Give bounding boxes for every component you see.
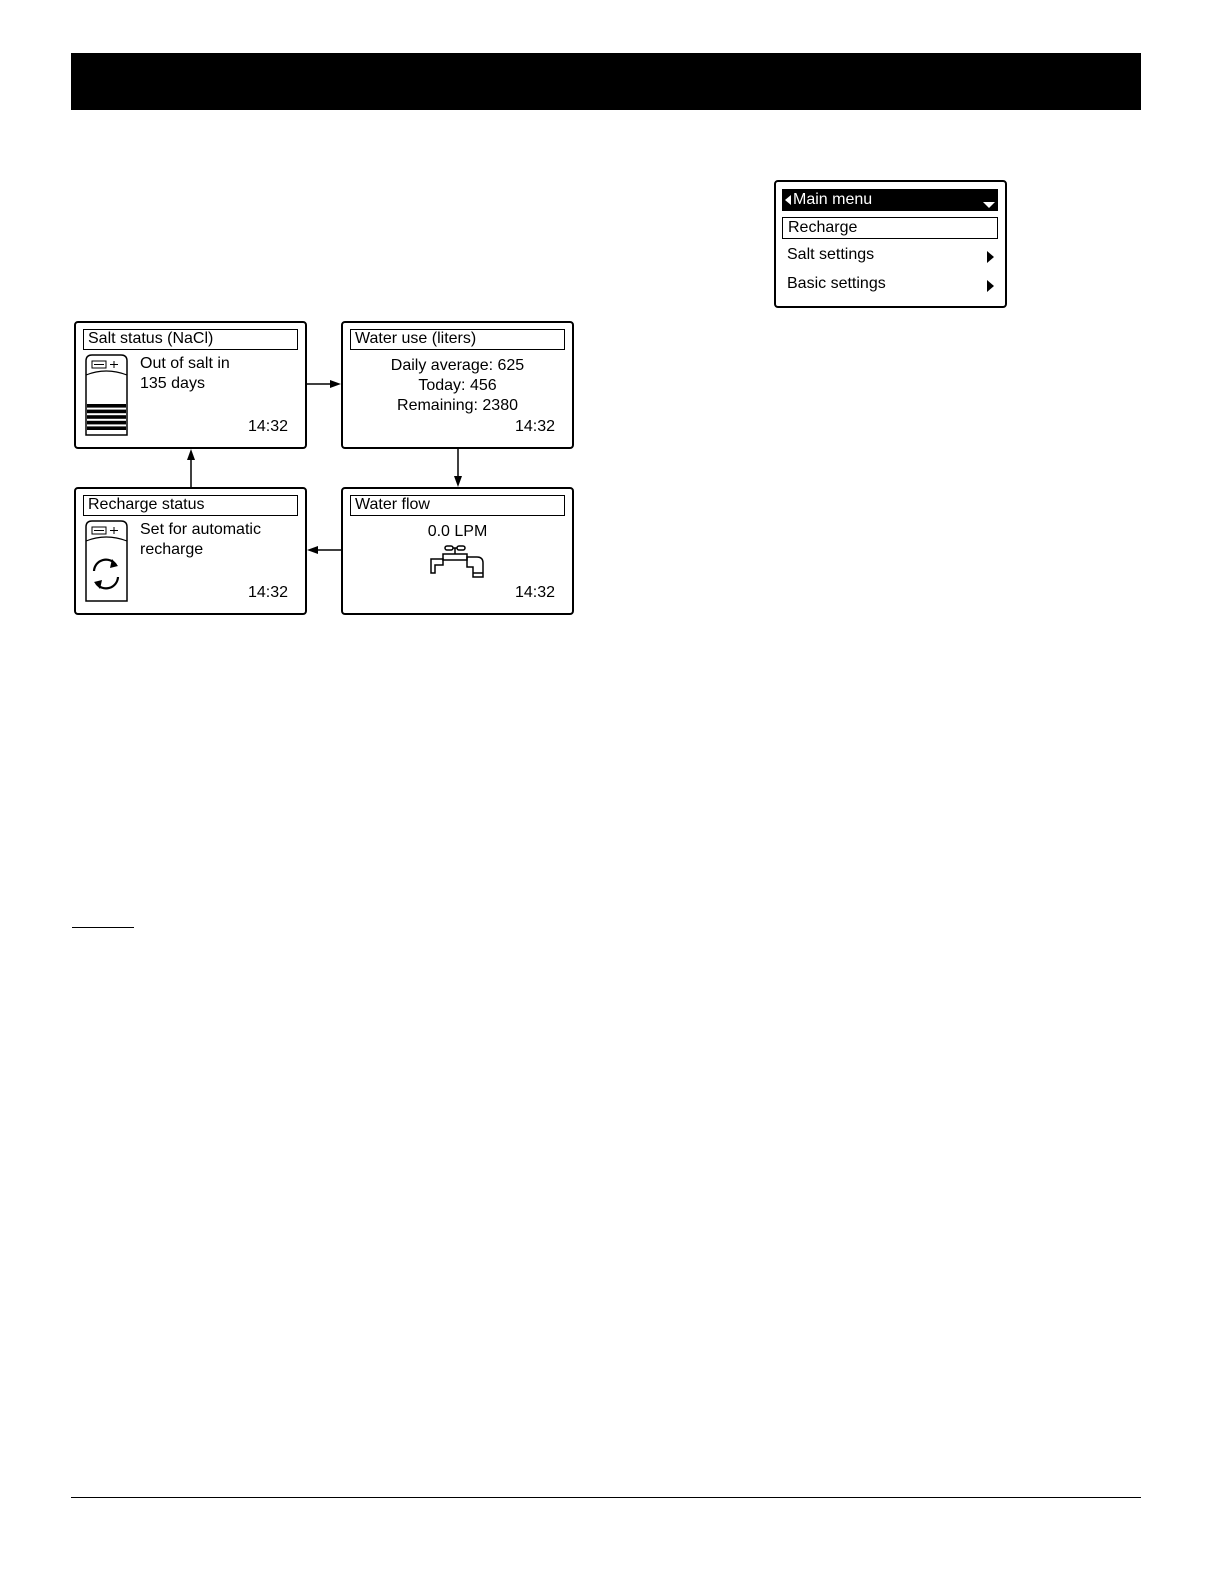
water-use-today: Today: 456 <box>418 377 497 394</box>
screen-time: 14:32 <box>514 418 555 435</box>
water-flow-value: 0.0 LPM <box>427 523 488 540</box>
screen-time: 14:32 <box>247 418 288 435</box>
arrow-salt-to-water-use <box>307 380 341 388</box>
menu-item-label: Salt settings <box>787 246 875 263</box>
water-use-daily-average: Daily average: 625 <box>390 357 525 374</box>
menu-title: Main menu <box>793 191 873 208</box>
menu-item-label: Recharge <box>788 219 858 236</box>
arrow-flow-to-recharge <box>307 546 341 554</box>
water-use-remaining: Remaining: 2380 <box>397 397 518 414</box>
arrow-recharge-to-salt <box>187 449 195 487</box>
footer-rule <box>71 1497 1141 1498</box>
screen-title: Salt status (NaCl) <box>83 329 298 350</box>
salt-status-line1: Out of salt in <box>140 355 230 372</box>
screen-time: 14:32 <box>514 584 555 601</box>
recharge-status-line2: recharge <box>140 541 204 558</box>
salt-status-line2: 135 days <box>140 375 205 392</box>
screen-title: Recharge status <box>83 495 298 516</box>
screen-title: Water flow <box>350 495 565 516</box>
short-rule <box>72 927 134 928</box>
screen-time: 14:32 <box>247 584 288 601</box>
menu-item-label: Basic settings <box>787 275 886 292</box>
arrow-water-use-to-flow <box>454 449 462 487</box>
screen-title: Water use (liters) <box>350 329 565 350</box>
recharge-status-line1: Set for automatic <box>140 521 261 538</box>
